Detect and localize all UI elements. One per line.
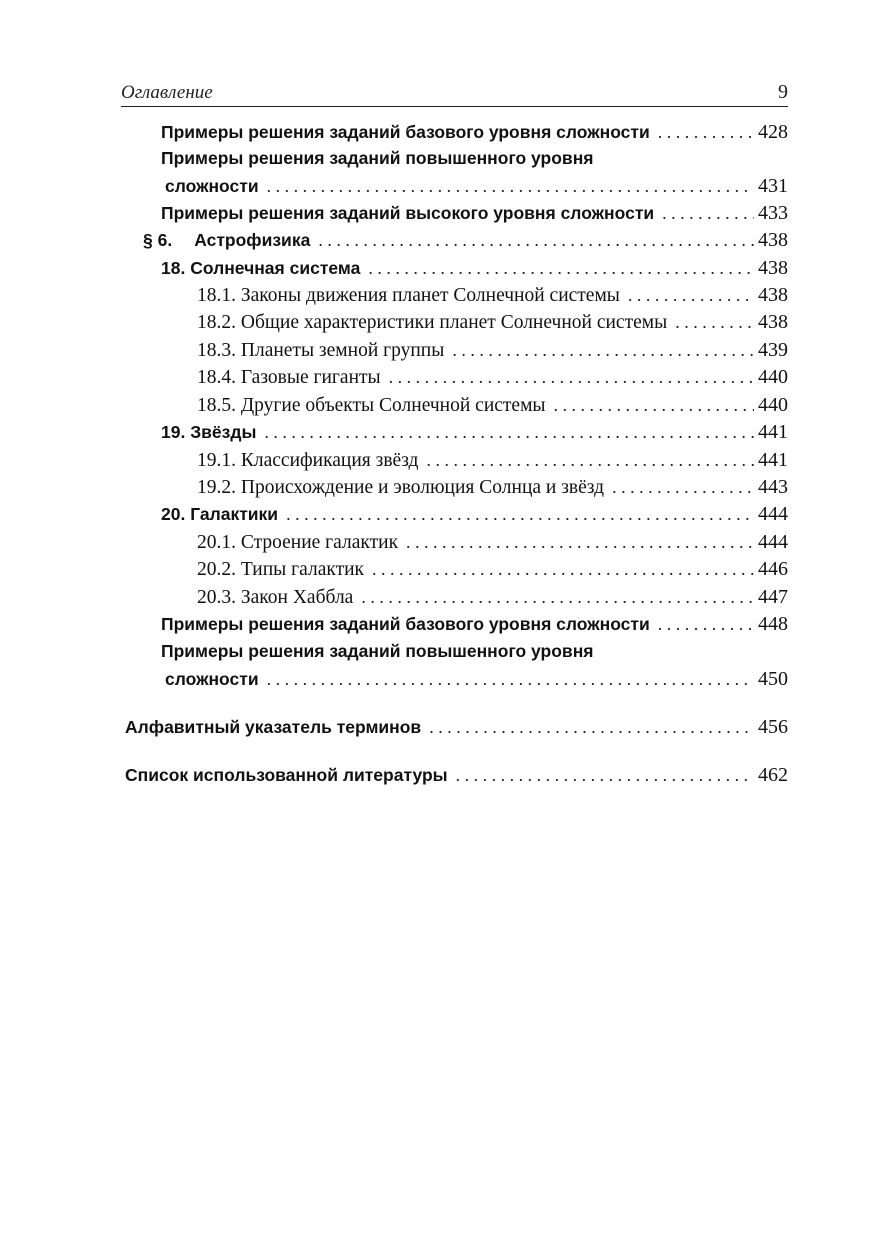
toc-entry-page: 433 <box>758 202 788 224</box>
toc-leader-dots <box>267 669 754 690</box>
toc-entry-title: Примеры решения заданий базового уровня сложности <box>161 122 650 142</box>
toc-entry-page: 450 <box>758 668 788 690</box>
toc-entry[interactable] <box>165 668 788 694</box>
toc-entry-title: 18.4. Газовые гиганты <box>197 367 381 388</box>
toc-entry-first-line[interactable] <box>161 641 593 667</box>
toc-leader-dots <box>554 395 754 416</box>
toc-entry-title: Алфавитный указатель терминов <box>125 717 422 737</box>
toc-entry-page: 443 <box>758 476 788 498</box>
toc-leader-dots <box>318 230 754 251</box>
section-number: § 6. <box>143 230 173 250</box>
toc-entry-page: 444 <box>758 531 788 553</box>
toc-entry[interactable] <box>197 449 788 475</box>
toc-entry-page: 431 <box>758 175 788 197</box>
toc-leader-dots <box>368 258 754 279</box>
toc-leader-dots <box>264 422 754 443</box>
toc-entry-chapter[interactable] <box>161 503 788 529</box>
toc-entry-title: 19.2. Происхождение и эволюция Солнца и звёзд <box>197 477 605 498</box>
toc-leader-dots <box>372 559 754 580</box>
toc-entry-chapter[interactable] <box>161 421 788 447</box>
toc-entry-page: 439 <box>758 339 788 361</box>
toc-entry-section[interactable] <box>143 229 788 255</box>
toc-leader-dots <box>662 203 754 224</box>
toc-entry-title: 18.1. Законы движения планет Солнечной системы <box>197 285 620 306</box>
toc-entry[interactable] <box>161 613 788 639</box>
toc-leader-dots <box>628 285 754 306</box>
toc-entry-chapter[interactable] <box>161 257 788 283</box>
toc-entry-title: 20.3. Закон Хаббла <box>197 587 354 608</box>
toc-entry-page: 440 <box>758 394 788 416</box>
toc-leader-dots <box>658 122 754 143</box>
toc-entry-title: сложности <box>165 669 259 689</box>
toc-entry-page: 428 <box>758 121 788 143</box>
toc-leader-dots <box>406 532 754 553</box>
toc-entry[interactable] <box>197 531 788 557</box>
toc-entry[interactable] <box>197 586 788 612</box>
toc-leader-dots <box>675 312 754 333</box>
toc-entry-title: 18.2. Общие характеристики планет Солнечной системы <box>197 312 668 333</box>
toc-leader-dots <box>429 717 754 738</box>
toc-leader-dots <box>612 477 754 498</box>
toc-entry-title: Примеры решения заданий повышенного уровня <box>161 148 594 168</box>
toc-entry-page: 446 <box>758 558 788 580</box>
toc-entry-page: 448 <box>758 613 788 635</box>
toc-entry-title: Список использованной литературы <box>125 765 448 785</box>
toc-entry[interactable] <box>197 284 788 310</box>
toc-entry-title: 20.2. Типы галактик <box>197 559 365 580</box>
toc-entry-page: 440 <box>758 366 788 388</box>
toc-entry-page: 438 <box>758 311 788 333</box>
toc-leader-dots <box>426 450 754 471</box>
toc-entry[interactable] <box>161 202 788 228</box>
toc-entry-first-line[interactable] <box>161 148 593 174</box>
toc-leader-dots <box>361 587 754 608</box>
toc-leader-dots <box>389 367 754 388</box>
running-header <box>121 80 788 107</box>
toc-entry-title: Астрофизика <box>194 230 311 250</box>
toc-entry-title: 19. Звёзды <box>161 422 257 442</box>
toc-entry-page: 438 <box>758 229 788 251</box>
toc-leader-dots <box>658 614 754 635</box>
toc-entry[interactable] <box>197 476 788 502</box>
toc-entry[interactable] <box>197 558 788 584</box>
toc-entry-page: 456 <box>758 716 788 738</box>
toc-entry[interactable] <box>197 366 788 392</box>
toc-leader-dots <box>286 504 754 525</box>
toc-entry-page: 444 <box>758 503 788 525</box>
toc-entry-top-level[interactable] <box>125 716 788 742</box>
toc-entry-page: 438 <box>758 284 788 306</box>
toc-entry[interactable] <box>161 121 788 147</box>
toc-entry-page: 462 <box>758 764 788 786</box>
toc-entry-title: Примеры решения заданий высокого уровня сложности <box>161 203 655 223</box>
toc-leader-dots <box>267 176 754 197</box>
toc-entry-title: 18.5. Другие объекты Солнечной системы <box>197 395 546 416</box>
toc-entry-title: 18. Солнечная система <box>161 258 361 278</box>
toc-entry[interactable] <box>197 339 788 365</box>
toc-entry[interactable] <box>197 394 788 420</box>
toc-entry-page: 447 <box>758 586 788 608</box>
toc-entry-title: 19.1. Классификация звёзд <box>197 450 419 471</box>
page-number: 9 <box>778 81 788 103</box>
toc-entry-title: Примеры решения заданий повышенного уровня <box>161 641 594 661</box>
toc-entry-top-level[interactable] <box>125 764 788 790</box>
toc-entry-title: Примеры решения заданий базового уровня сложности <box>161 614 650 634</box>
toc-entry-title: 18.3. Планеты земной группы <box>197 340 445 361</box>
toc-entry[interactable] <box>165 175 788 201</box>
toc-entry-page: 441 <box>758 449 788 471</box>
toc-entry-page: 438 <box>758 257 788 279</box>
toc-entry-title: 20. Галактики <box>161 504 279 524</box>
toc-entry[interactable] <box>197 311 788 337</box>
toc-leader-dots <box>456 765 754 786</box>
toc-entry-title: 20.1. Строение галактик <box>197 532 399 553</box>
toc-entry-title: сложности <box>165 176 259 196</box>
running-header-title: Оглавление <box>121 82 213 103</box>
toc-entry-page: 441 <box>758 421 788 443</box>
toc-leader-dots <box>452 340 754 361</box>
